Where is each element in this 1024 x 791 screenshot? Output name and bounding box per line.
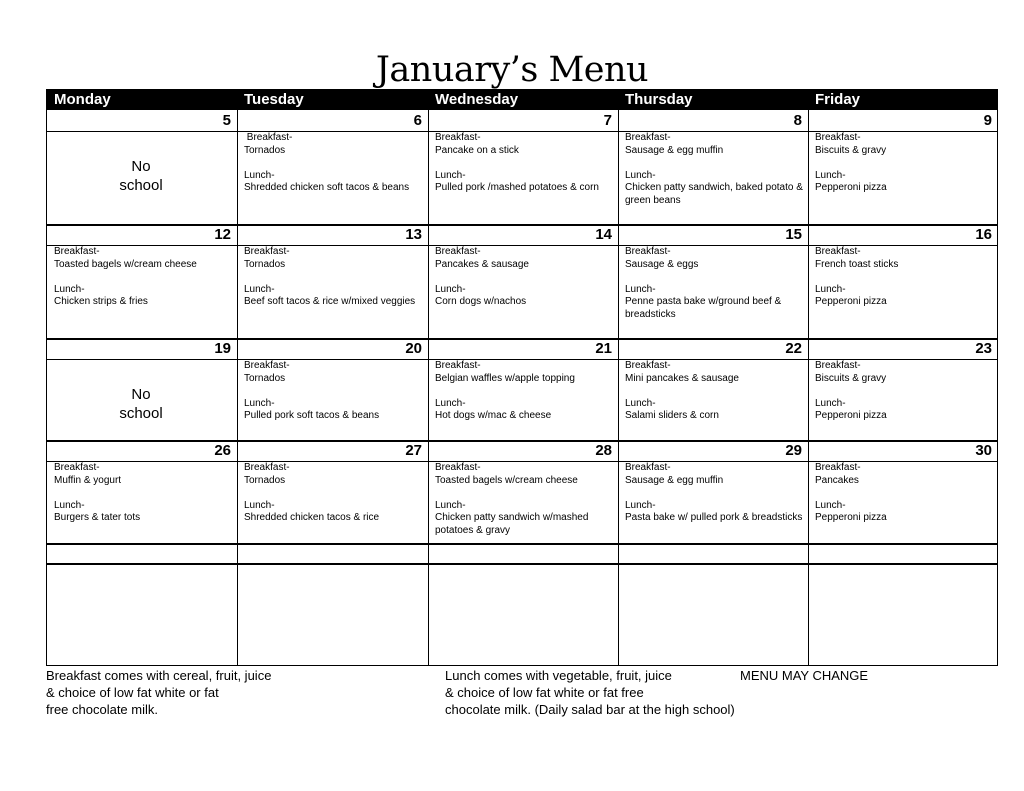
breakfast-label: Breakfast- — [815, 462, 861, 473]
spacer — [815, 157, 993, 170]
row-divider — [47, 543, 997, 545]
date-number: 7 — [603, 112, 612, 129]
no-school-line: school — [119, 177, 163, 194]
breakfast-item: Pancakes & sausage — [435, 258, 529, 270]
breakfast-note-line: & choice of low fat white or fat — [46, 685, 219, 700]
menu-cell — [625, 132, 806, 207]
breakfast-label: Breakfast- — [244, 360, 290, 371]
lunch-item: Beef soft tacos & rice w/mixed veggies — [244, 296, 416, 307]
menu-calendar-grid — [46, 89, 998, 666]
spacer — [625, 487, 803, 500]
weekday-thursday: Thursday — [625, 91, 693, 108]
breakfast-item: Sausage & egg muffin — [625, 474, 724, 486]
breakfast-note — [46, 667, 406, 718]
breakfast-item: Toasted bagels w/cream cheese — [54, 258, 197, 270]
breakfast-note-line: free chocolate milk. — [46, 702, 158, 717]
breakfast-item: Tornados — [244, 258, 286, 270]
weekday-wednesday: Wednesday — [435, 91, 519, 108]
breakfast-item: Belgian waffles w/apple topping — [435, 372, 575, 384]
spacer — [435, 487, 613, 500]
lunch-label: Lunch- — [244, 283, 275, 295]
breakfast-item: Muffin & yogurt — [54, 474, 122, 486]
date-number: 23 — [975, 340, 992, 357]
lunch-label: Lunch- — [54, 499, 85, 511]
lunch-item: Pepperoni pizza — [815, 410, 887, 421]
date-number: 9 — [983, 112, 992, 129]
menu-cell — [625, 246, 803, 321]
breakfast-item: Biscuits & gravy — [815, 144, 887, 156]
spacer — [625, 271, 803, 284]
lunch-item: Salami sliders & corn — [625, 410, 719, 421]
breakfast-label: Breakfast- — [435, 132, 481, 143]
date-number: 21 — [595, 340, 612, 357]
menu-cell — [435, 132, 613, 195]
spacer — [815, 385, 993, 398]
weekday-tuesday: Tuesday — [244, 91, 304, 108]
lunch-item: Pepperoni pizza — [815, 512, 887, 523]
date-number: 29 — [785, 442, 802, 459]
menu-may-change-note: MENU MAY CHANGE — [740, 668, 869, 683]
lunch-label: Lunch- — [244, 397, 275, 409]
date-number: 28 — [595, 442, 612, 459]
breakfast-label: Breakfast- — [625, 246, 671, 257]
breakfast-label: Breakfast- — [54, 246, 100, 257]
lunch-label: Lunch- — [244, 169, 275, 181]
date-number: 15 — [785, 226, 802, 243]
lunch-note-line: & choice of low fat white or fat free — [445, 685, 644, 700]
menu-cell — [244, 132, 423, 195]
lunch-label: Lunch- — [815, 283, 846, 295]
lunch-label: Lunch- — [244, 499, 275, 511]
breakfast-label: Breakfast- — [815, 246, 861, 257]
date-number: 16 — [975, 226, 992, 243]
lunch-item: Chicken strips & fries — [54, 296, 148, 307]
date-number: 26 — [214, 442, 231, 459]
breakfast-item: Pancakes — [815, 474, 859, 486]
lunch-label: Lunch- — [435, 169, 466, 181]
weekday-friday: Friday — [815, 91, 861, 108]
breakfast-item: Biscuits & gravy — [815, 372, 887, 384]
page-title: January’s Menu — [375, 50, 649, 90]
column-divider — [237, 110, 238, 666]
lunch-label: Lunch- — [435, 397, 466, 409]
breakfast-note-line: Breakfast comes with cereal, fruit, juice — [46, 668, 272, 683]
row-divider — [47, 563, 997, 565]
spacer — [625, 385, 803, 398]
spacer — [244, 385, 423, 398]
breakfast-item: Sausage & eggs — [625, 258, 699, 270]
date-number: 6 — [413, 112, 422, 129]
lunch-label: Lunch- — [625, 283, 656, 295]
spacer — [435, 385, 613, 398]
menu-cell — [244, 360, 423, 423]
breakfast-label: Breakfast- — [815, 132, 861, 143]
weekday-monday: Monday — [54, 91, 111, 108]
no-school-notice — [47, 157, 235, 195]
spacer — [244, 157, 423, 170]
lunch-label: Lunch- — [815, 169, 846, 181]
date-number: 19 — [214, 340, 231, 357]
lunch-item: Pepperoni pizza — [815, 296, 887, 307]
breakfast-label: Breakfast- — [625, 462, 671, 473]
lunch-item: Pepperoni pizza — [815, 182, 887, 193]
lunch-item: Hot dogs w/mac & cheese — [435, 410, 552, 421]
date-number: 14 — [595, 226, 612, 243]
menu-cell — [244, 246, 423, 309]
breakfast-label: Breakfast- — [244, 462, 290, 473]
menu-cell — [435, 246, 613, 309]
menu-cell — [815, 246, 993, 309]
date-number: 27 — [405, 442, 422, 459]
lunch-label: Lunch- — [54, 283, 85, 295]
column-divider — [808, 110, 809, 666]
spacer — [435, 271, 613, 284]
menu-cell — [435, 360, 613, 423]
breakfast-label: Breakfast- — [815, 360, 861, 371]
date-number: 20 — [405, 340, 422, 357]
breakfast-item: Tornados — [244, 474, 286, 486]
lunch-item: Shredded chicken soft tacos & beans — [244, 182, 410, 193]
lunch-item: Shredded chicken tacos & rice — [244, 512, 380, 523]
spacer — [815, 271, 993, 284]
spacer — [54, 271, 232, 284]
breakfast-label: Breakfast- — [435, 462, 481, 473]
spacer — [625, 157, 803, 170]
menu-cell — [435, 462, 613, 537]
breakfast-label: Breakfast- — [435, 360, 481, 371]
breakfast-item: Mini pancakes & sausage — [625, 372, 739, 384]
lunch-item: Chicken patty sandwich, baked potato & green beans — [625, 182, 806, 206]
no-school-line: No — [131, 386, 151, 403]
spacer — [244, 271, 423, 284]
lunch-label: Lunch- — [435, 499, 466, 511]
breakfast-label: Breakfast- — [625, 360, 671, 371]
date-number: 13 — [405, 226, 422, 243]
column-divider — [428, 110, 429, 666]
breakfast-label: Breakfast- — [244, 246, 290, 257]
lunch-label: Lunch- — [435, 283, 466, 295]
menu-cell — [625, 462, 803, 525]
no-school-notice — [47, 385, 235, 423]
column-divider — [618, 110, 619, 666]
spacer — [435, 157, 613, 170]
lunch-item: Pulled pork /mashed potatoes & corn — [435, 182, 599, 193]
breakfast-label: Breakfast- — [435, 246, 481, 257]
spacer — [815, 487, 993, 500]
breakfast-label: Breakfast- — [54, 462, 100, 473]
breakfast-item: Pancake on a stick — [435, 144, 519, 156]
no-school-line: No — [131, 158, 151, 175]
menu-cell — [54, 462, 232, 525]
menu-cell — [815, 132, 993, 195]
spacer — [54, 487, 232, 500]
lunch-label: Lunch- — [625, 169, 656, 181]
weekday-header-row — [47, 90, 997, 110]
menu-cell — [815, 462, 993, 525]
menu-cell — [815, 360, 993, 423]
lunch-label: Lunch- — [625, 397, 656, 409]
no-school-line: school — [119, 405, 163, 422]
lunch-item: Pulled pork soft tacos & beans — [244, 410, 380, 421]
breakfast-item: Sausage & egg muffin — [625, 144, 724, 156]
lunch-note-line: Lunch comes with vegetable, fruit, juice — [445, 668, 672, 683]
spacer — [244, 487, 423, 500]
date-number: 30 — [975, 442, 992, 459]
lunch-item: Penne pasta bake w/ground beef & breadsticks — [625, 296, 785, 320]
breakfast-label: Breakfast- — [625, 132, 671, 143]
lunch-label: Lunch- — [625, 499, 656, 511]
breakfast-item: Tornados — [244, 144, 286, 156]
lunch-item: Burgers & tater tots — [54, 512, 141, 523]
menu-cell — [625, 360, 803, 423]
breakfast-item: Tornados — [244, 372, 286, 384]
lunch-item: Chicken patty sandwich w/mashed potatoes & gravy — [435, 512, 592, 536]
date-number: 5 — [222, 112, 231, 129]
lunch-label: Lunch- — [815, 397, 846, 409]
breakfast-item: French toast sticks — [815, 258, 899, 270]
lunch-item: Pasta bake w/ pulled pork & breadsticks — [625, 512, 803, 523]
date-number: 12 — [214, 226, 231, 243]
date-number: 8 — [793, 112, 802, 129]
lunch-note-line: chocolate milk. (Daily salad bar at the high school) — [445, 702, 735, 717]
menu-cell — [54, 246, 232, 309]
date-number: 22 — [785, 340, 802, 357]
lunch-label: Lunch- — [815, 499, 846, 511]
breakfast-label: Breakfast- — [244, 132, 293, 143]
menu-cell — [244, 462, 423, 525]
lunch-item: Corn dogs w/nachos — [435, 296, 527, 307]
breakfast-item: Toasted bagels w/cream cheese — [435, 474, 578, 486]
